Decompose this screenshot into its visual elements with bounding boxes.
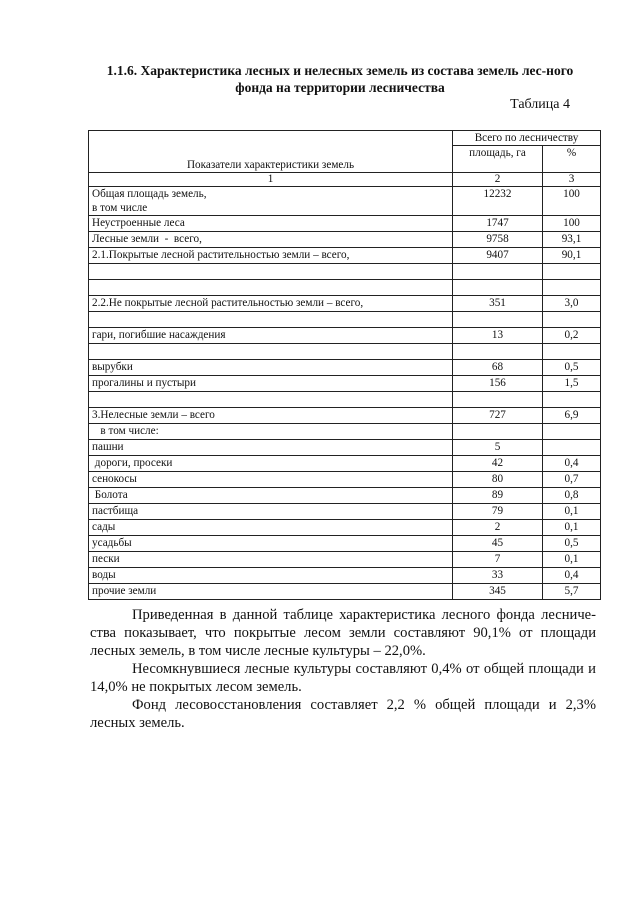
header-percent: % [543, 146, 601, 173]
row-label: пески [89, 552, 453, 568]
table-row [89, 280, 601, 296]
row-area [453, 424, 543, 440]
row-percent: 0,7 [543, 472, 601, 488]
row-percent [543, 440, 601, 456]
table-row [89, 472, 601, 488]
row-label: 2.2.Не покрытые лесной растительностью земли – всего, [89, 296, 453, 312]
row-percent: 0,4 [543, 568, 601, 584]
row-area: 7 [453, 552, 543, 568]
row-label-line: Общая площадь земель, [92, 188, 207, 200]
table-row [89, 456, 601, 472]
row-label: пашни [89, 440, 453, 456]
row-area [453, 344, 543, 360]
row-percent: 3,0 [543, 296, 601, 312]
table-row [89, 408, 601, 424]
row-area [453, 312, 543, 328]
table-row [89, 520, 601, 536]
row-percent: 100 [543, 187, 601, 216]
col-number-1: 1 [89, 173, 453, 187]
table-row [89, 232, 601, 248]
row-label: сенокосы [89, 472, 453, 488]
row-label: Болота [89, 488, 453, 504]
row-area [453, 264, 543, 280]
row-label [89, 280, 453, 296]
row-area: 727 [453, 408, 543, 424]
row-area: 68 [453, 360, 543, 376]
col-number-3: 3 [543, 173, 601, 187]
row-area: 79 [453, 504, 543, 520]
table-row [89, 312, 601, 328]
table-row [89, 424, 601, 440]
row-percent: 0,8 [543, 488, 601, 504]
row-area: 42 [453, 456, 543, 472]
row-label: прочие земли [89, 584, 453, 600]
table-row [89, 216, 601, 232]
section-heading: 1.1.6. Характеристика лесных и нелесных земель из состава земель лес-ного фонда на территории лесничества [106, 63, 574, 95]
paragraph: Приведенная в данной таблице характеристика лесного фонда лесниче-ства показывает, что покрытые лесом земли составляют 90,1% от площади лесных земель, в том числе лесные культуры – 22,0%. [90, 607, 596, 659]
row-percent [543, 280, 601, 296]
table-row [89, 376, 601, 392]
row-percent [543, 344, 601, 360]
row-area: 345 [453, 584, 543, 600]
table-row [89, 552, 601, 568]
row-label: пастбища [89, 504, 453, 520]
row-label: сады [89, 520, 453, 536]
row-label: дороги, просеки [89, 456, 453, 472]
row-label: в том числе: [89, 424, 453, 440]
body-text [90, 606, 596, 732]
row-area: 45 [453, 536, 543, 552]
row-area: 12232 [453, 187, 543, 216]
row-percent: 90,1 [543, 248, 601, 264]
table-row [89, 248, 601, 264]
table-row [89, 392, 601, 408]
row-percent [543, 424, 601, 440]
header-total: Всего по лесничеству [453, 131, 601, 146]
row-label: 2.1.Покрытые лесной растительностью земли – всего, [89, 248, 453, 264]
header-indicators: Показатели характеристики земель [89, 131, 453, 173]
row-percent: 1,5 [543, 376, 601, 392]
row-label: гари, погибшие насаждения [89, 328, 453, 344]
row-percent: 5,7 [543, 584, 601, 600]
table-row [89, 568, 601, 584]
row-label: вырубки [89, 360, 453, 376]
row-area: 33 [453, 568, 543, 584]
table-row [89, 187, 601, 216]
row-area: 351 [453, 296, 543, 312]
header-area: площадь, га [453, 146, 543, 173]
row-area [453, 280, 543, 296]
row-percent: 0,5 [543, 360, 601, 376]
row-percent: 0,2 [543, 328, 601, 344]
row-area: 9758 [453, 232, 543, 248]
row-percent: 93,1 [543, 232, 601, 248]
col-number-2: 2 [453, 173, 543, 187]
row-label [89, 187, 453, 216]
row-area: 2 [453, 520, 543, 536]
table-row [89, 328, 601, 344]
row-percent [543, 392, 601, 408]
table-row [89, 536, 601, 552]
paragraph: Несомкнувшиеся лесные культуры составляют 0,4% от общей площади и 14,0% не покрытых лесом земель. [90, 661, 596, 695]
row-area: 1747 [453, 216, 543, 232]
row-percent: 100 [543, 216, 601, 232]
table-row [89, 360, 601, 376]
row-percent [543, 312, 601, 328]
row-percent: 6,9 [543, 408, 601, 424]
row-area [453, 392, 543, 408]
row-label [89, 264, 453, 280]
row-percent: 0,4 [543, 456, 601, 472]
table-row [89, 584, 601, 600]
row-area: 9407 [453, 248, 543, 264]
row-label-line: в том числе [92, 202, 148, 214]
row-label [89, 344, 453, 360]
table-row [89, 504, 601, 520]
row-percent [543, 264, 601, 280]
row-percent: 0,5 [543, 536, 601, 552]
table-row [89, 296, 601, 312]
row-label: Неустроенные леса [89, 216, 453, 232]
row-label: Лесные земли - всего, [89, 232, 453, 248]
row-label: усадьбы [89, 536, 453, 552]
table-row [89, 488, 601, 504]
row-label: прогалины и пустыри [89, 376, 453, 392]
row-area: 156 [453, 376, 543, 392]
table-row [89, 440, 601, 456]
row-area: 80 [453, 472, 543, 488]
land-characteristics-table [88, 130, 601, 600]
paragraph: Фонд лесовосстановления составляет 2,2 % общей площади и 2,3% лесных земель. [90, 697, 596, 731]
table-row [89, 264, 601, 280]
row-area: 13 [453, 328, 543, 344]
row-area: 5 [453, 440, 543, 456]
row-label: 3.Нелесные земли – всего [89, 408, 453, 424]
table-row [89, 344, 601, 360]
row-percent: 0,1 [543, 520, 601, 536]
row-percent: 0,1 [543, 504, 601, 520]
row-percent: 0,1 [543, 552, 601, 568]
table-label: Таблица 4 [510, 97, 570, 112]
row-label [89, 392, 453, 408]
row-label [89, 312, 453, 328]
row-label: воды [89, 568, 453, 584]
row-area: 89 [453, 488, 543, 504]
